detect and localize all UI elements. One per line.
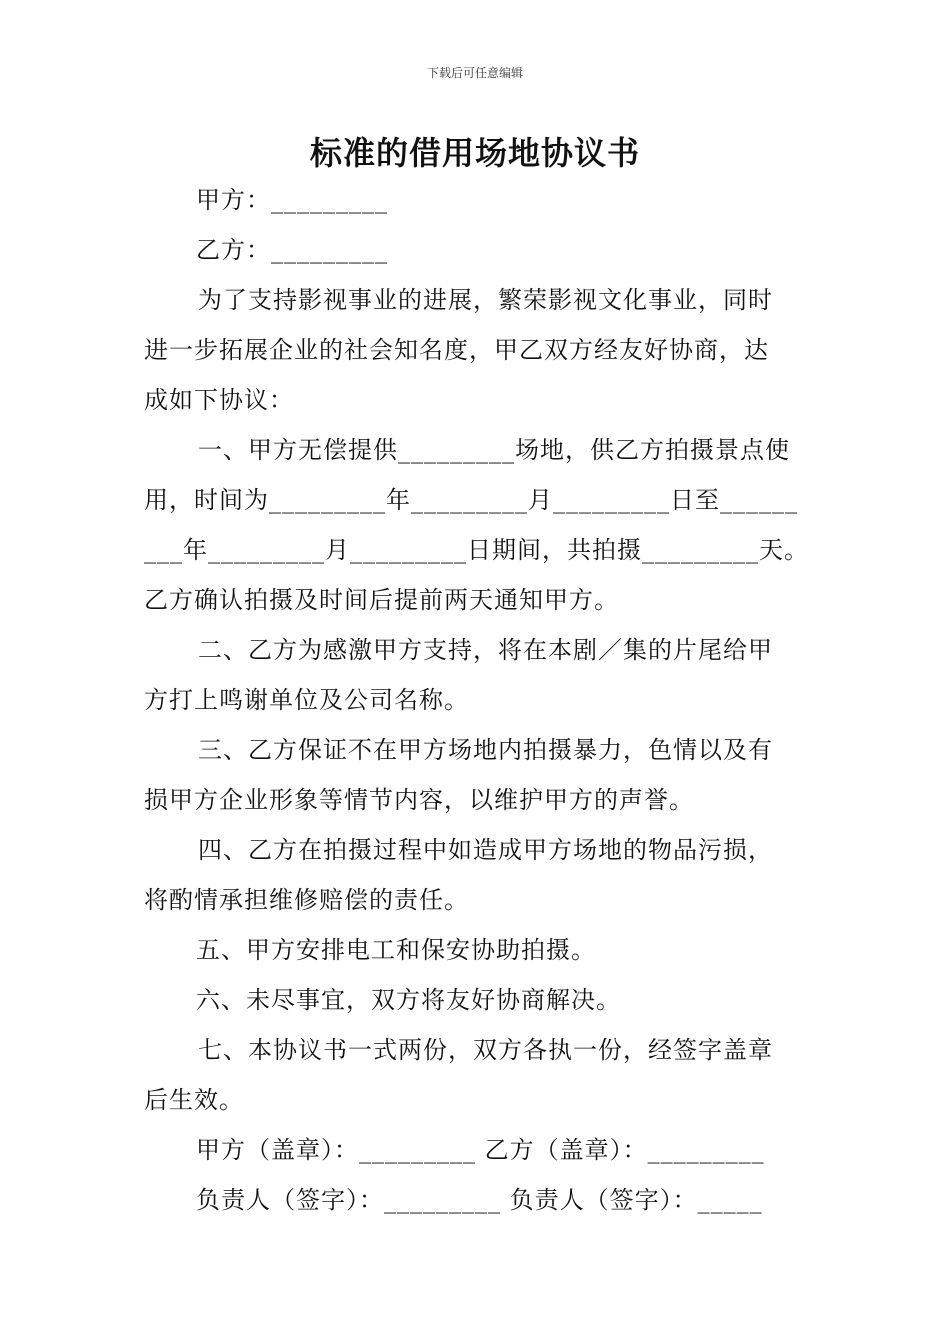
clause-5-line: 五、甲方安排电工和保安协助拍摄。 xyxy=(196,936,596,964)
clause-7-line-2: 后生效。 xyxy=(144,1086,244,1114)
clause-1-line-4: 乙方确认拍摄及时间后提前两天通知甲方。 xyxy=(144,586,619,614)
clause-1-line-1: 一、甲方无偿提供_________场地，供乙方拍摄景点使 xyxy=(198,436,790,464)
clause-1-line-3: ___年_________月_________日期间，共拍摄_________天。 xyxy=(144,536,809,564)
clause-4-line-2: 将酌情承担维修赔偿的责任。 xyxy=(144,886,469,914)
intro-line-1: 为了支持影视事业的进展，繁荣影视文化事业，同时 xyxy=(198,286,773,314)
clause-7-line-1: 七、本协议书一式两份，双方各执一份，经签字盖章 xyxy=(198,1036,773,1064)
party-a-line: 甲方：_________ xyxy=(196,186,388,214)
seal-line: 甲方（盖章）：_________ 乙方（盖章）：_________ xyxy=(196,1136,765,1164)
clause-1-line-2: 用，时间为_________年_________月_________日至______ xyxy=(144,486,798,514)
clause-6-line: 六、未尽事宜，双方将友好协商解决。 xyxy=(196,986,621,1014)
clause-3-line-1: 三、乙方保证不在甲方场地内拍摄暴力，色情以及有 xyxy=(198,736,773,764)
clause-3-line-2: 损甲方企业形象等情节内容，以维护甲方的声誉。 xyxy=(144,786,694,814)
intro-line-3: 成如下协议： xyxy=(144,386,294,414)
clause-2-line-1: 二、乙方为感激甲方支持，将在本剧／集的片尾给甲 xyxy=(198,636,773,664)
intro-line-2: 进一步拓展企业的社会知名度，甲乙双方经友好协商，达 xyxy=(144,336,769,364)
clause-2-line-2: 方打上鸣谢单位及公司名称。 xyxy=(144,686,469,714)
party-b-line: 乙方：_________ xyxy=(196,236,388,264)
page-header-note: 下载后可任意编辑 xyxy=(426,66,523,80)
signature-line: 负责人（签字）：_________ 负责人（签字）：_____ xyxy=(196,1186,763,1214)
document-title: 标准的借用场地协议书 xyxy=(309,134,640,172)
clause-4-line-1: 四、乙方在拍摄过程中如造成甲方场地的物品污损， xyxy=(198,836,773,864)
